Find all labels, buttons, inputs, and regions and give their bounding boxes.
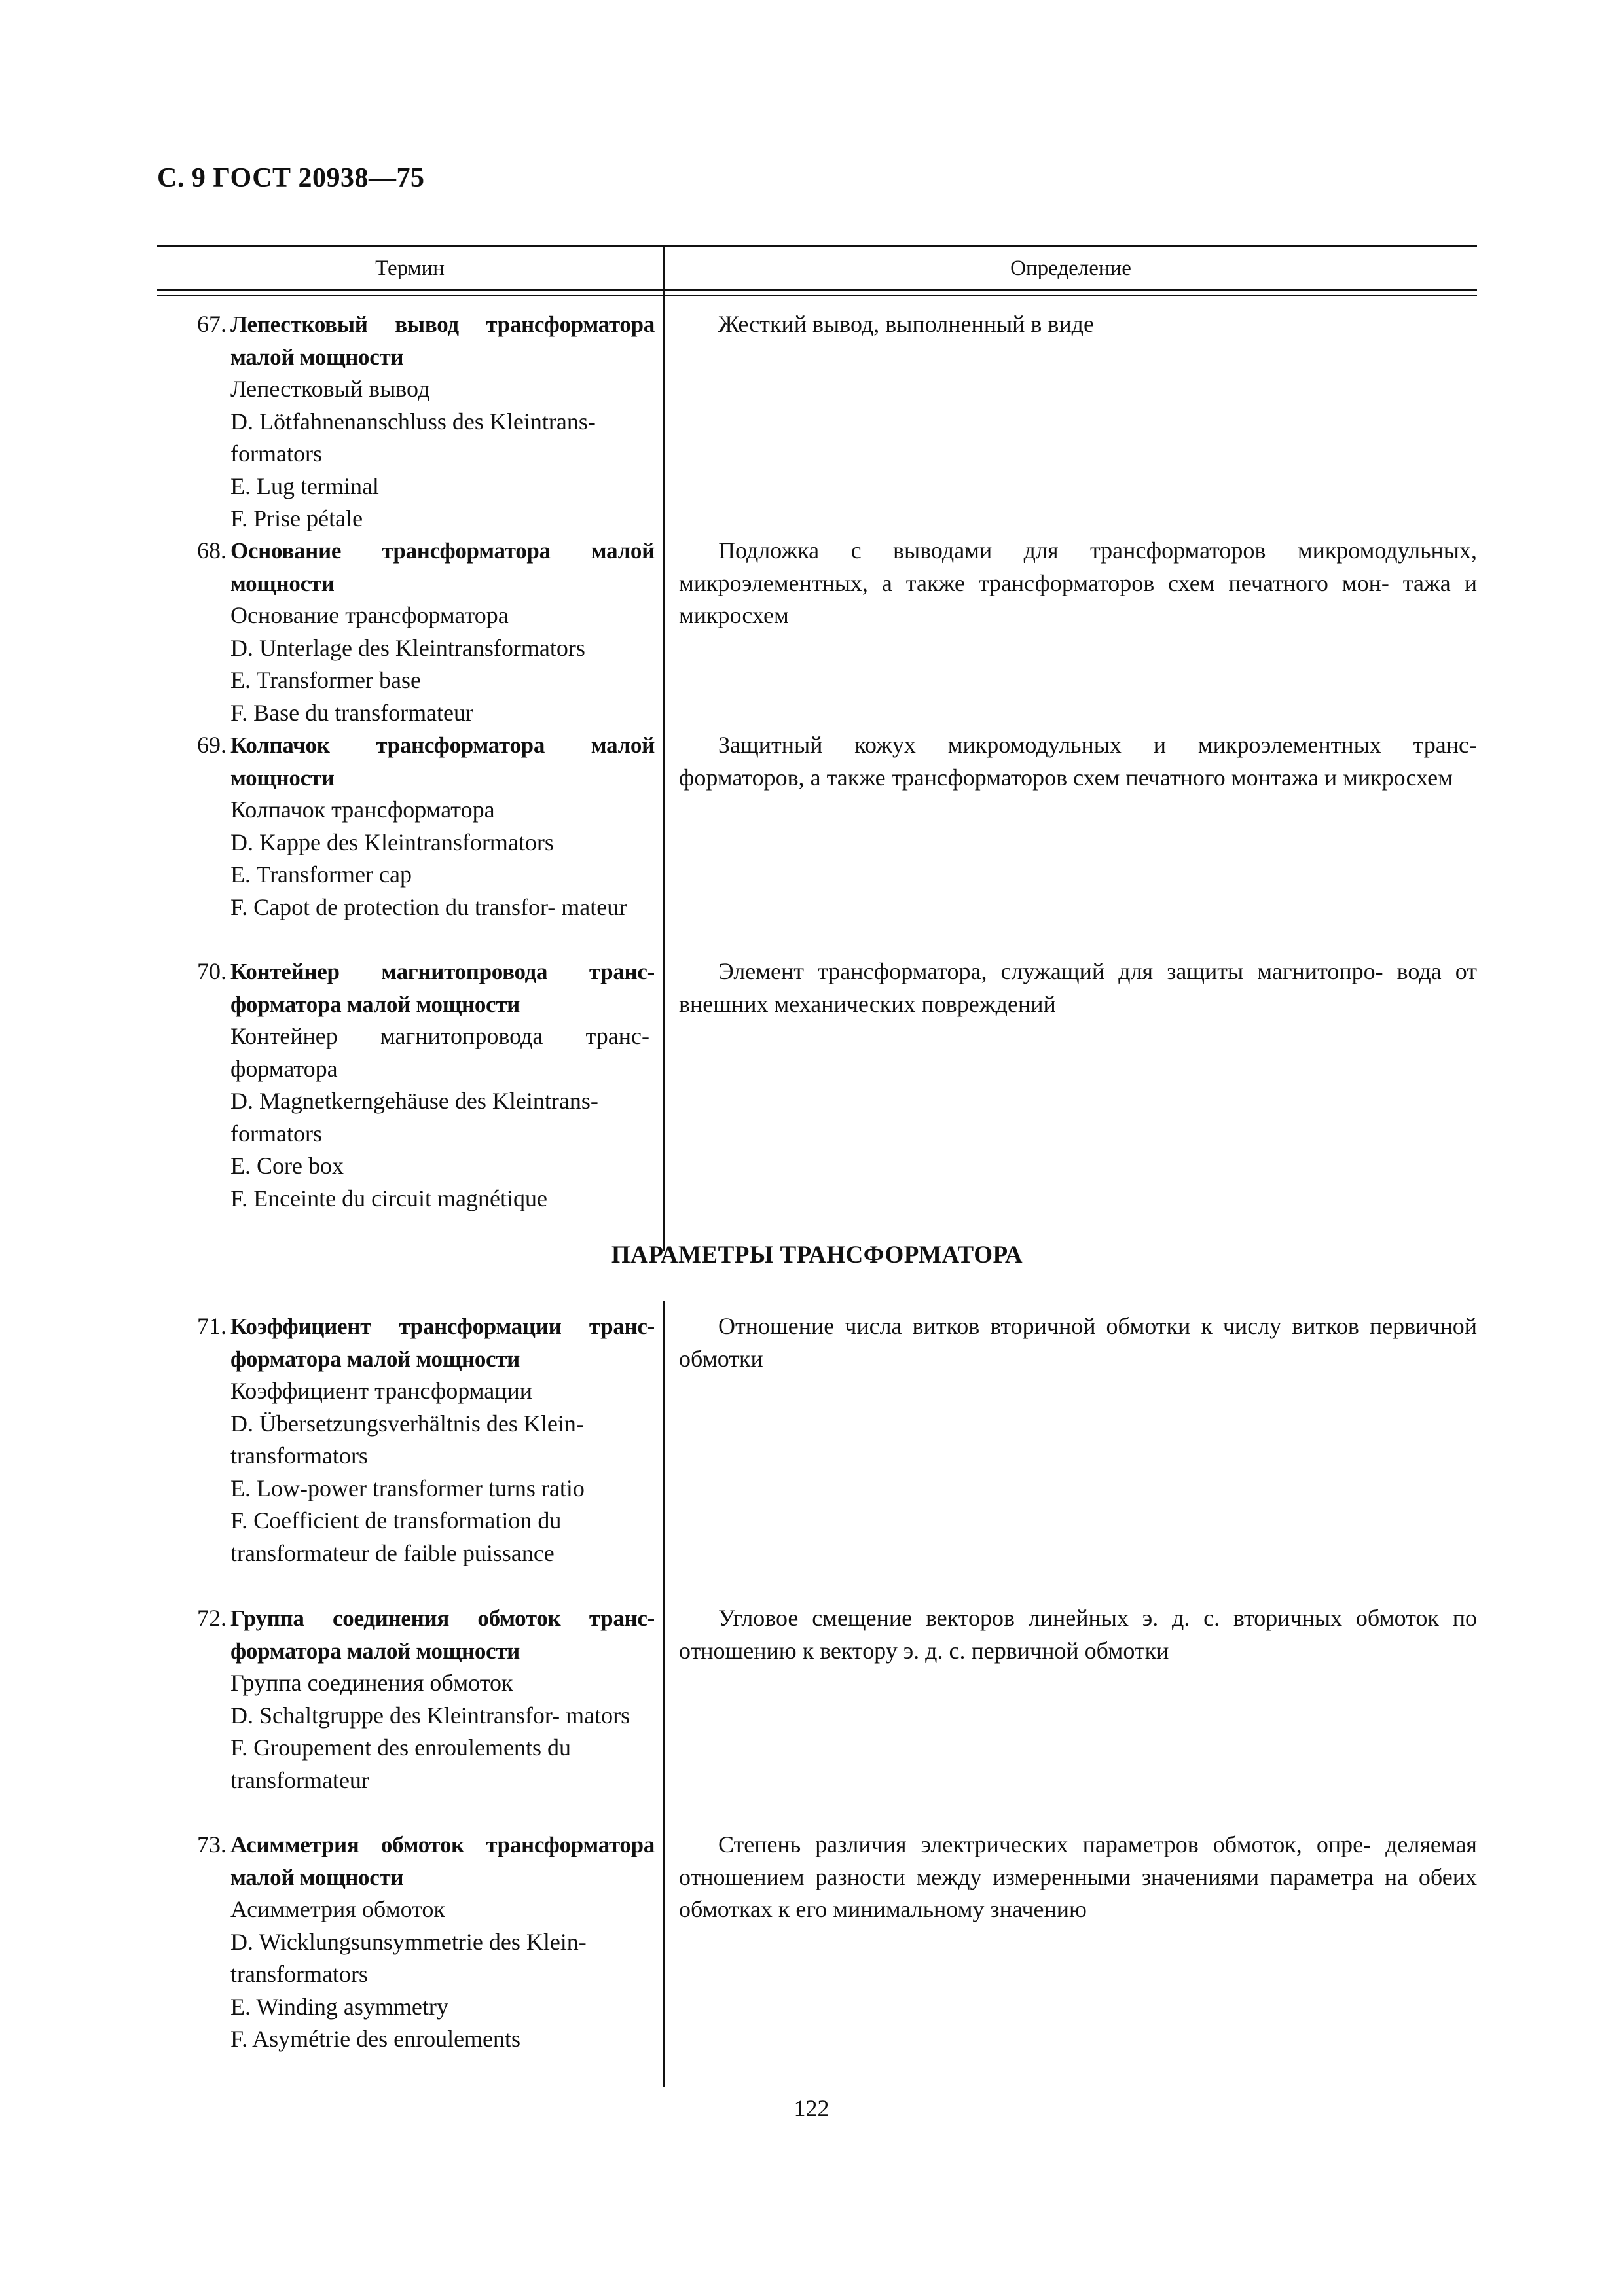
entry-67 bbox=[157, 308, 1477, 535]
term-short: Лепестковый вывод bbox=[230, 376, 430, 402]
entry-number: 70. bbox=[197, 958, 227, 984]
terms-table-bottom bbox=[157, 1301, 1477, 2055]
term-english: E. Low-power transformer turns ratio bbox=[230, 1475, 585, 1501]
column-headers bbox=[157, 245, 1477, 291]
term-name: Коэффициент трансформации транс- форматора малой мощности bbox=[230, 1314, 655, 1372]
entry-number: 72. bbox=[197, 1605, 227, 1631]
term-short: Контейнер магнитопровода транс- форматора bbox=[230, 1023, 649, 1082]
column-header-term: Термин bbox=[375, 257, 445, 280]
entry-73 bbox=[157, 1829, 1477, 2055]
term-german: D. Kappe des Kleintransformators bbox=[230, 829, 554, 855]
definition-text: Жесткий вывод, выполненный в виде bbox=[718, 311, 1094, 337]
entry-71 bbox=[157, 1310, 1477, 1602]
column-header-definition: Определение bbox=[1010, 257, 1131, 280]
term-short: Колпачок трансформатора bbox=[230, 797, 495, 823]
entry-68 bbox=[157, 535, 1477, 729]
term-english: E. Core box bbox=[230, 1153, 344, 1179]
term-name: Контейнер магнитопровода транс- форматора малой мощности bbox=[230, 959, 655, 1017]
term-french: F. Base du transformateur bbox=[230, 699, 474, 726]
term-french: F. Asymétrie des enroulements bbox=[230, 2026, 521, 2052]
entry-number: 69. bbox=[197, 732, 227, 758]
term-name: Колпачок трансформатора малой мощности bbox=[230, 732, 655, 791]
term-short: Основание трансформатора bbox=[230, 602, 509, 628]
term-german: D. Übersetzungsverhältnis des Klein- transformators bbox=[230, 1410, 584, 1469]
page-number: 122 bbox=[793, 2095, 830, 2121]
term-french: F. Enceinte du circuit magnétique bbox=[230, 1185, 547, 1211]
entry-number: 68. bbox=[197, 537, 227, 564]
term-name: Основание трансформатора малой мощности bbox=[230, 538, 655, 596]
term-short: Асимметрия обмоток bbox=[230, 1896, 445, 1922]
terms-table-top bbox=[157, 245, 1477, 1215]
definition-text: Защитный кожух микромодульных и микроэлементных транс- форматоров, а также трансформаторов схем печатного монтажа и микросхем bbox=[679, 732, 1477, 791]
term-short: Коэффициент трансформации bbox=[230, 1378, 533, 1404]
term-french: F. Groupement des enroulements du transformateur bbox=[230, 1734, 572, 1793]
section-title: ПАРАМЕТРЫ ТРАНСФОРМАТОРА bbox=[611, 1242, 1023, 1268]
term-german: D. Lötfahnenanschluss des Kleintrans- formators bbox=[230, 408, 596, 467]
term-german: D. Unterlage des Kleintransformators bbox=[230, 634, 585, 661]
term-short: Группа соединения обмоток bbox=[230, 1670, 513, 1696]
term-english: E. Transformer base bbox=[230, 667, 421, 693]
definition-text: Отношение числа витков вторичной обмотки к числу витков первичной обмотки bbox=[679, 1313, 1477, 1372]
term-english: E. Winding asymmetry bbox=[230, 1993, 448, 2020]
term-name: Асимметрия обмоток трансформатора малой мощности bbox=[230, 1832, 655, 1890]
definition-text: Подложка с выводами для трансформаторов микромодульных, микроэлементных, а также трансформаторов схем печатного мон- тажа и микросхем bbox=[679, 537, 1477, 628]
definition-text: Степень различия электрических параметров обмоток, опре- деляемая отношением разности между измеренными значениями параметра на обеих обмотках к его минимальному значению bbox=[679, 1831, 1477, 1922]
term-german: D. Schaltgruppe des Kleintransfor- mators bbox=[230, 1702, 630, 1729]
page-header: С. 9 ГОСТ 20938—75 bbox=[157, 163, 425, 193]
term-english: E. Transformer cap bbox=[230, 861, 412, 888]
entry-72 bbox=[157, 1602, 1477, 1829]
term-name: Группа соединения обмоток транс- форматора малой мощности bbox=[230, 1605, 655, 1664]
term-french: F. Prise pétale bbox=[230, 505, 363, 531]
term-german: D. Wicklungsunsymmetrie des Klein- transformators bbox=[230, 1928, 587, 1987]
entry-number: 73. bbox=[197, 1831, 227, 1857]
definition-text: Элемент трансформатора, служащий для защиты магнитопро- вода от внешних механических повреждений bbox=[679, 958, 1477, 1017]
entry-number: 67. bbox=[197, 311, 227, 337]
entry-number: 71. bbox=[197, 1313, 227, 1339]
term-name: Лепестковый вывод трансформатора малой мощности bbox=[230, 312, 655, 370]
definition-text: Угловое смещение векторов линейных э. д. с. вторичных обмоток по отношению к вектору э. д. с. первичной обмотки bbox=[679, 1605, 1477, 1664]
term-english: E. Lug terminal bbox=[230, 473, 379, 499]
entry-70 bbox=[157, 956, 1477, 1215]
entry-69 bbox=[157, 729, 1477, 956]
term-german: D. Magnetkerngehäuse des Kleintrans- formators bbox=[230, 1088, 598, 1147]
term-french: F. Capot de protection du transfor- mateur bbox=[230, 893, 627, 920]
term-french: F. Coefficient de transformation du transformateur de faible puissance bbox=[230, 1507, 562, 1566]
